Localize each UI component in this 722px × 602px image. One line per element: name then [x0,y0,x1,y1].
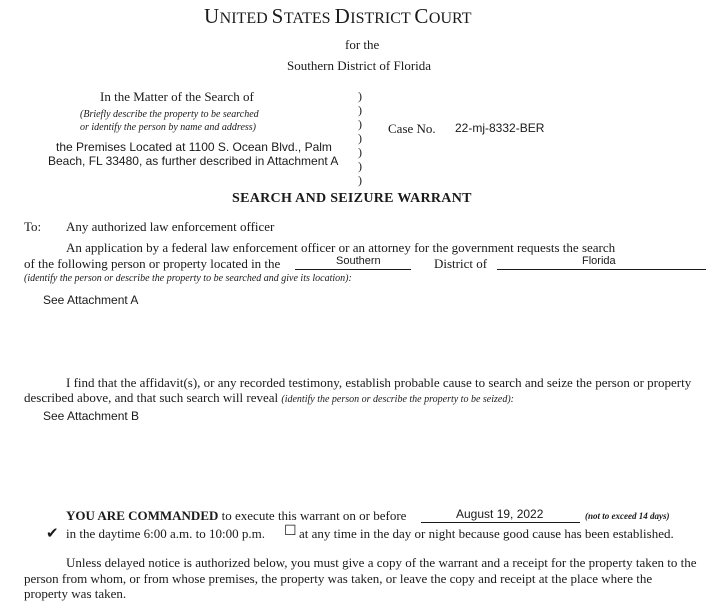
limit-note: (not to exceed 14 days) [585,511,670,521]
district-field-underline [295,269,411,270]
court-title-part: ISTRICT [350,10,415,27]
finding-line-2 [24,390,514,406]
paren: ) [358,103,362,117]
anytime-option: at any time in the day or night because good cause has been established. [299,526,674,541]
notice-line-3: property was taken. [24,586,127,601]
district-field: Southern [336,255,381,267]
date-field-underline [421,522,580,523]
court-title-part: S [271,4,284,28]
paren: ) [358,89,362,103]
case-number-value: 22-mj-8332-BER [455,121,545,135]
case-number-label: Case No. [388,121,436,136]
application-line-2b: District of [434,256,488,271]
anytime-checkbox-icon[interactable]: ☐ [284,524,297,539]
court-title-part: C [414,4,429,28]
attachment-b: See Attachment B [43,409,140,423]
premises-line-1: the Premises Located at 1100 S. Ocean Blvd., Palm [56,140,332,154]
attachment-a: See Attachment A [43,293,139,307]
notice-line-2: person from whom, or from whose premises, the property was taken, or leave the copy and receipt at the place where the [24,571,653,586]
state-field-underline [497,269,706,270]
court-title-part: U [204,4,220,28]
finding-line-1: I find that the affidavit(s), or any recorded testimony, establish probable cause to search and seize the person or property [66,375,692,390]
warrant-title: SEARCH AND SEIZURE WARRANT [232,191,472,206]
application-instruction: (identify the person or describe the property to be searched and give its location): [24,273,352,284]
court-title [204,4,472,29]
application-line-1: An application by a federal law enforcement officer or an attorney for the government requests the search [66,240,616,255]
state-field: Florida [582,255,616,267]
district-line: Southern District of Florida [287,58,432,73]
daytime-checkbox-checked-icon[interactable]: ✔ [46,526,59,542]
court-title-part: OURT [428,10,472,27]
instruction-line-2: or identify the person by name and address) [80,122,256,133]
paren: ) [358,117,362,131]
instruction-line-1: (Briefly describe the property to be searched [80,109,259,120]
premises-line-2: Beach, FL 33480, as further described in Attachment A [48,154,339,168]
matter-line: In the Matter of the Search of [100,89,254,104]
paren: ) [358,173,362,187]
caption-parentheses [358,90,362,186]
to-label: To: [24,219,42,234]
court-title-part: NITED [219,10,272,27]
court-title-part: TATES [283,10,335,27]
paren: ) [358,145,362,159]
daytime-option: in the daytime 6:00 a.m. to 10:00 p.m. [66,526,265,541]
commanded-bold: YOU ARE COMMANDED [66,508,219,523]
notice-line-1: Unless delayed notice is authorized below, you must give a copy of the warrant and a receipt for the property taken to the [66,555,697,570]
finding-instruction: (identify the person or describe the property to be seized): [281,394,515,405]
for-the-line: for the [345,37,380,52]
court-title-part: D [334,4,351,28]
application-line-2a: of the following person or property located in the [24,256,281,271]
paren: ) [358,131,362,145]
date-field: August 19, 2022 [456,507,544,521]
commanded-text: to execute this warrant on or before [221,508,407,523]
to-text: Any authorized law enforcement officer [66,219,275,234]
commanded-line [66,508,406,524]
paren: ) [358,159,362,173]
finding-text: described above, and that such search will reveal [24,390,279,405]
